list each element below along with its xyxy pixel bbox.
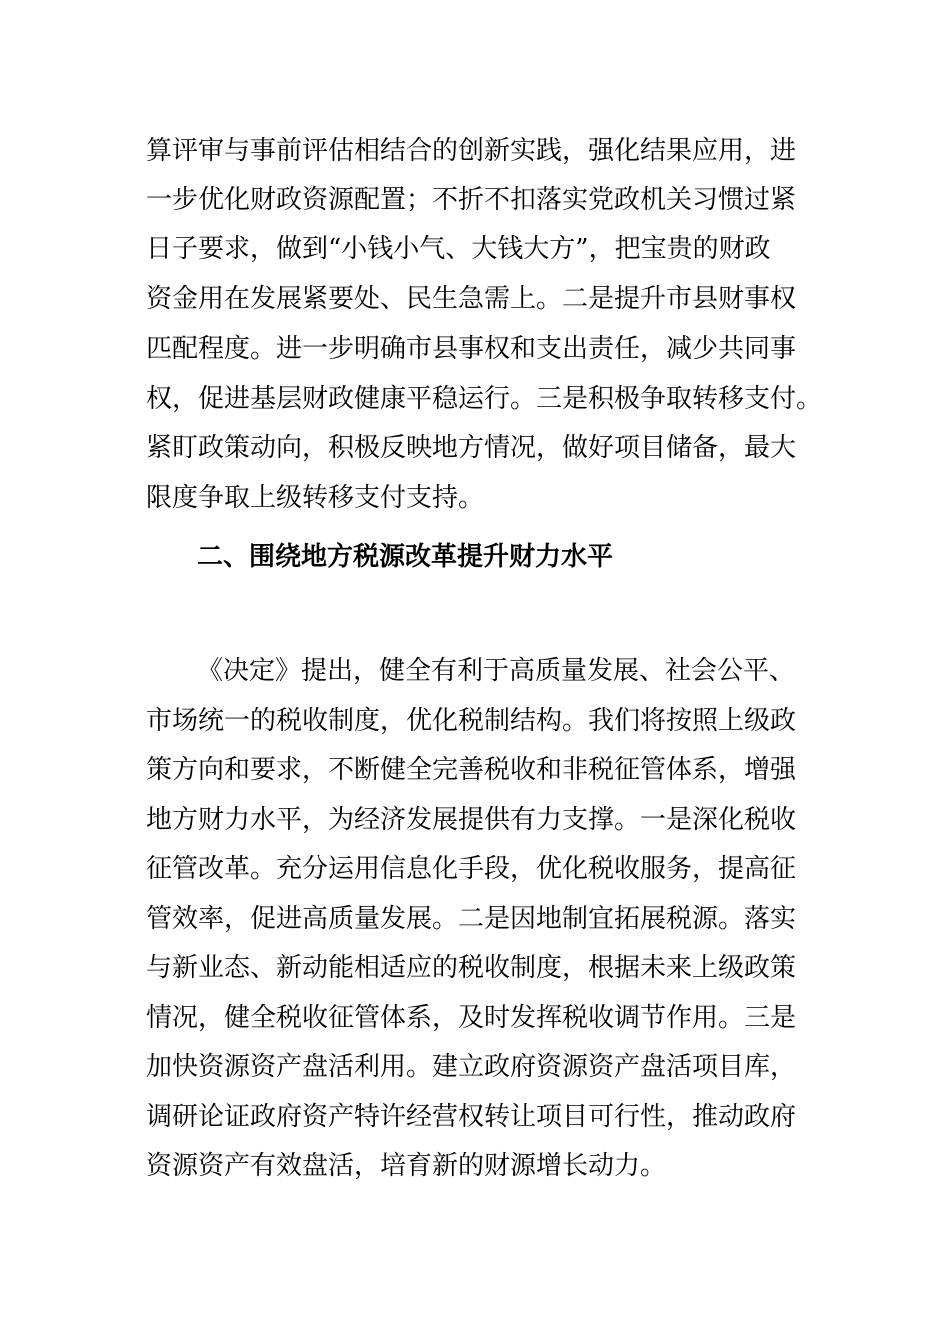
paragraph-2-line-5: 征管改革。充分运用信息化手段，优化税收服务，提高征 [146, 854, 797, 884]
paragraph-1-line-6: 权，促进基层财政健康平稳运行。三是积极争取转移支付。 [146, 384, 823, 414]
paragraph-1-line-3: 日子要求，做到“小钱小气、大钱大方”，把宝贵的财政 [146, 234, 771, 264]
section-heading: 二、围绕地方税源改革提升财力水平 [197, 542, 614, 572]
paragraph-2-line-1: 《决定》提出，健全有利于高质量发展、社会公平、 [197, 656, 796, 686]
paragraph-1-line-1: 算评审与事前评估相结合的创新实践，强化结果应用，进 [146, 136, 797, 166]
paragraph-1-line-2: 一步优化财政资源配置；不折不扣落实党政机关习惯过紧 [146, 185, 797, 215]
paragraph-2-line-9: 加快资源资产盘活利用。建立政府资源资产盘活项目库， [146, 1052, 797, 1082]
paragraph-2-line-10: 调研论证政府资产特许经营权转让项目可行性，推动政府 [146, 1102, 797, 1132]
paragraph-2-line-4: 地方财力水平，为经济发展提供有力支撑。一是深化税收 [146, 805, 797, 835]
paragraph-1-line-5: 匹配程度。进一步明确市县事权和支出责任，减少共同事 [146, 334, 797, 364]
paragraph-1-line-4: 资金用在发展紧要处、民生急需上。二是提升市县财事权 [146, 284, 797, 314]
paragraph-2-line-2: 市场统一的税收制度，优化税制结构。我们将按照上级政 [146, 706, 797, 736]
paragraph-2-line-3: 策方向和要求，不断健全完善税收和非税征管体系，增强 [146, 755, 797, 785]
paragraph-1-line-7: 紧盯政策动向，积极反映地方情况，做好项目储备，最大 [146, 433, 797, 463]
paragraph-1-line-8: 限度争取上级转移支付支持。 [146, 483, 485, 513]
paragraph-2-line-8: 情况，健全税收征管体系，及时发挥税收调节作用。三是 [146, 1003, 797, 1033]
paragraph-2-line-7: 与新业态、新动能相适应的税收制度，根据未来上级政策 [146, 953, 797, 983]
paragraph-2-line-6: 管效率，促进高质量发展。二是因地制宜拓展税源。落实 [146, 904, 797, 934]
paragraph-2-line-11: 资源资产有效盘活，培育新的财源增长动力。 [146, 1151, 667, 1181]
